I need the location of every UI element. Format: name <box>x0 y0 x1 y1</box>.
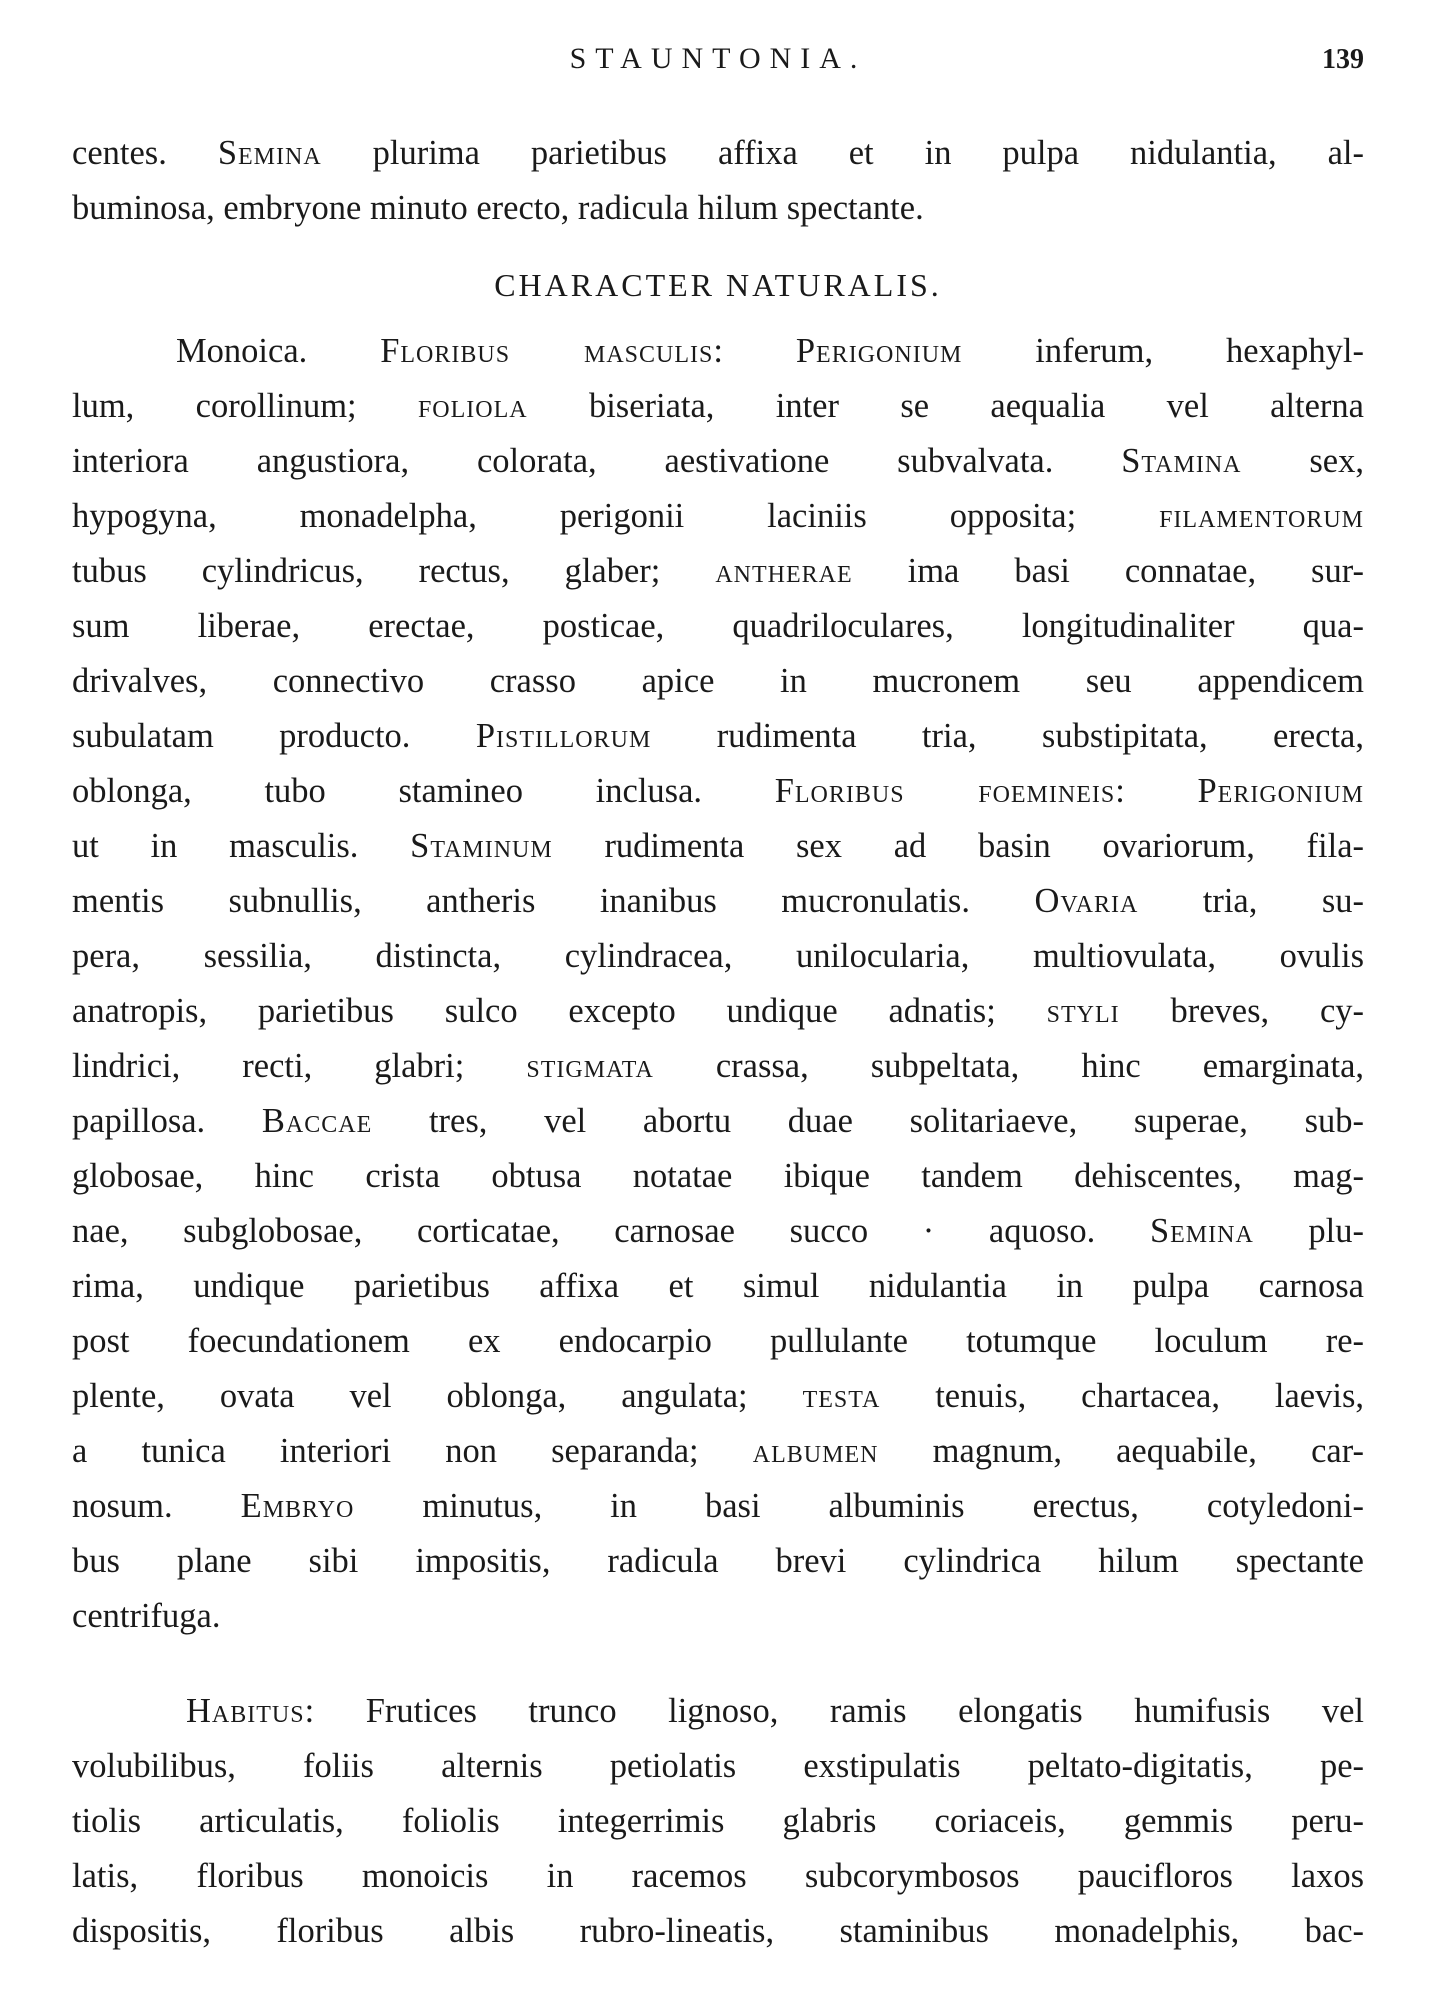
page-header <box>72 42 1364 92</box>
text-line: volubilibus, foliis alternis petiolatis exstipulatis peltato-digitatis, pe- <box>72 1747 1364 1785</box>
paragraph-gap <box>72 1644 1364 1684</box>
text-line: tubus cylindricus, rectus, glaber; antherae ima basi connatae, sur- <box>72 552 1364 590</box>
text-line: globosae, hinc crista obtusa notatae ibique tandem dehiscentes, mag- <box>72 1157 1364 1195</box>
text-line: Habitus: Frutices trunco lignoso, ramis elongatis humifusis vel <box>186 1692 1364 1730</box>
section-heading: CHARACTER NATURALIS. <box>494 267 942 303</box>
text-line: plente, ovata vel oblonga, angulata; testa tenuis, chartacea, laevis, <box>72 1377 1364 1415</box>
text-line: subulatam producto. Pistillorum rudimenta tria, substipitata, erecta, <box>72 717 1364 755</box>
text-line: centes. Semina plurima parietibus affixa et in pulpa nidulantia, al- <box>72 134 1364 172</box>
text-line: mentis subnullis, antheris inanibus mucronulatis. Ovaria tria, su- <box>72 882 1364 920</box>
body-text <box>72 126 1364 1959</box>
text-line: post foecundationem ex endocarpio pullulante totumque loculum re- <box>72 1322 1364 1360</box>
running-title: STAUNTONIA. <box>569 42 867 75</box>
text-line: nosum. Embryo minutus, in basi albuminis erectus, cotyledoni- <box>72 1487 1364 1525</box>
text-line: hypogyna, monadelpha, perigonii laciniis opposita; filamentorum <box>72 497 1364 535</box>
text-line: pera, sessilia, distincta, cylindracea, unilocularia, multiovulata, ovulis <box>72 937 1364 975</box>
text-line: oblonga, tubo stamineo inclusa. Floribus foemineis: Perigonium <box>72 772 1364 810</box>
text-line: sum liberae, erectae, posticae, quadriloculares, longitudinaliter qua- <box>72 607 1364 645</box>
text-line: a tunica interiori non separanda; albumen magnum, aequabile, car- <box>72 1432 1364 1470</box>
text-line: drivalves, connectivo crasso apice in mucronem seu appendicem <box>72 662 1364 700</box>
text-line: ut in masculis. Staminum rudimenta sex ad basin ovariorum, fila- <box>72 827 1364 865</box>
text-line: dispositis, floribus albis rubro-lineatis, staminibus monadelphis, bac- <box>72 1912 1364 1950</box>
text-line: bus plane sibi impositis, radicula brevi cylindrica hilum spectante <box>72 1542 1364 1580</box>
text-line: papillosa. Baccae tres, vel abortu duae solitariaeve, superae, sub- <box>72 1102 1364 1140</box>
text-line: tiolis articulatis, foliolis integerrimis glabris coriaceis, gemmis peru- <box>72 1802 1364 1840</box>
text-line: lum, corollinum; foliola biseriata, inter se aequalia vel alterna <box>72 387 1364 425</box>
text-line: anatropis, parietibus sulco excepto undique adnatis; styli breves, cy- <box>72 992 1364 1030</box>
page-number: 139 <box>1322 44 1364 75</box>
text-line: Monoica. Floribus masculis: Perigonium inferum, hexaphyl- <box>176 332 1364 370</box>
text-line: rima, undique parietibus affixa et simul nidulantia in pulpa carnosa <box>72 1267 1364 1305</box>
text-line: latis, floribus monoicis in racemos subcorymbosos paucifloros laxos <box>72 1857 1364 1895</box>
text-line: buminosa, embryone minuto erecto, radicula hilum spectante. <box>72 189 924 227</box>
text-line: nae, subglobosae, corticatae, carnosae succo · aquoso. Semina plu- <box>72 1212 1364 1250</box>
text-line: interiora angustiora, colorata, aestivatione subvalvata. Stamina sex, <box>72 442 1364 480</box>
text-line: centrifuga. <box>72 1597 221 1635</box>
text-line: lindrici, recti, glabri; stigmata crassa, subpeltata, hinc emarginata, <box>72 1047 1364 1085</box>
